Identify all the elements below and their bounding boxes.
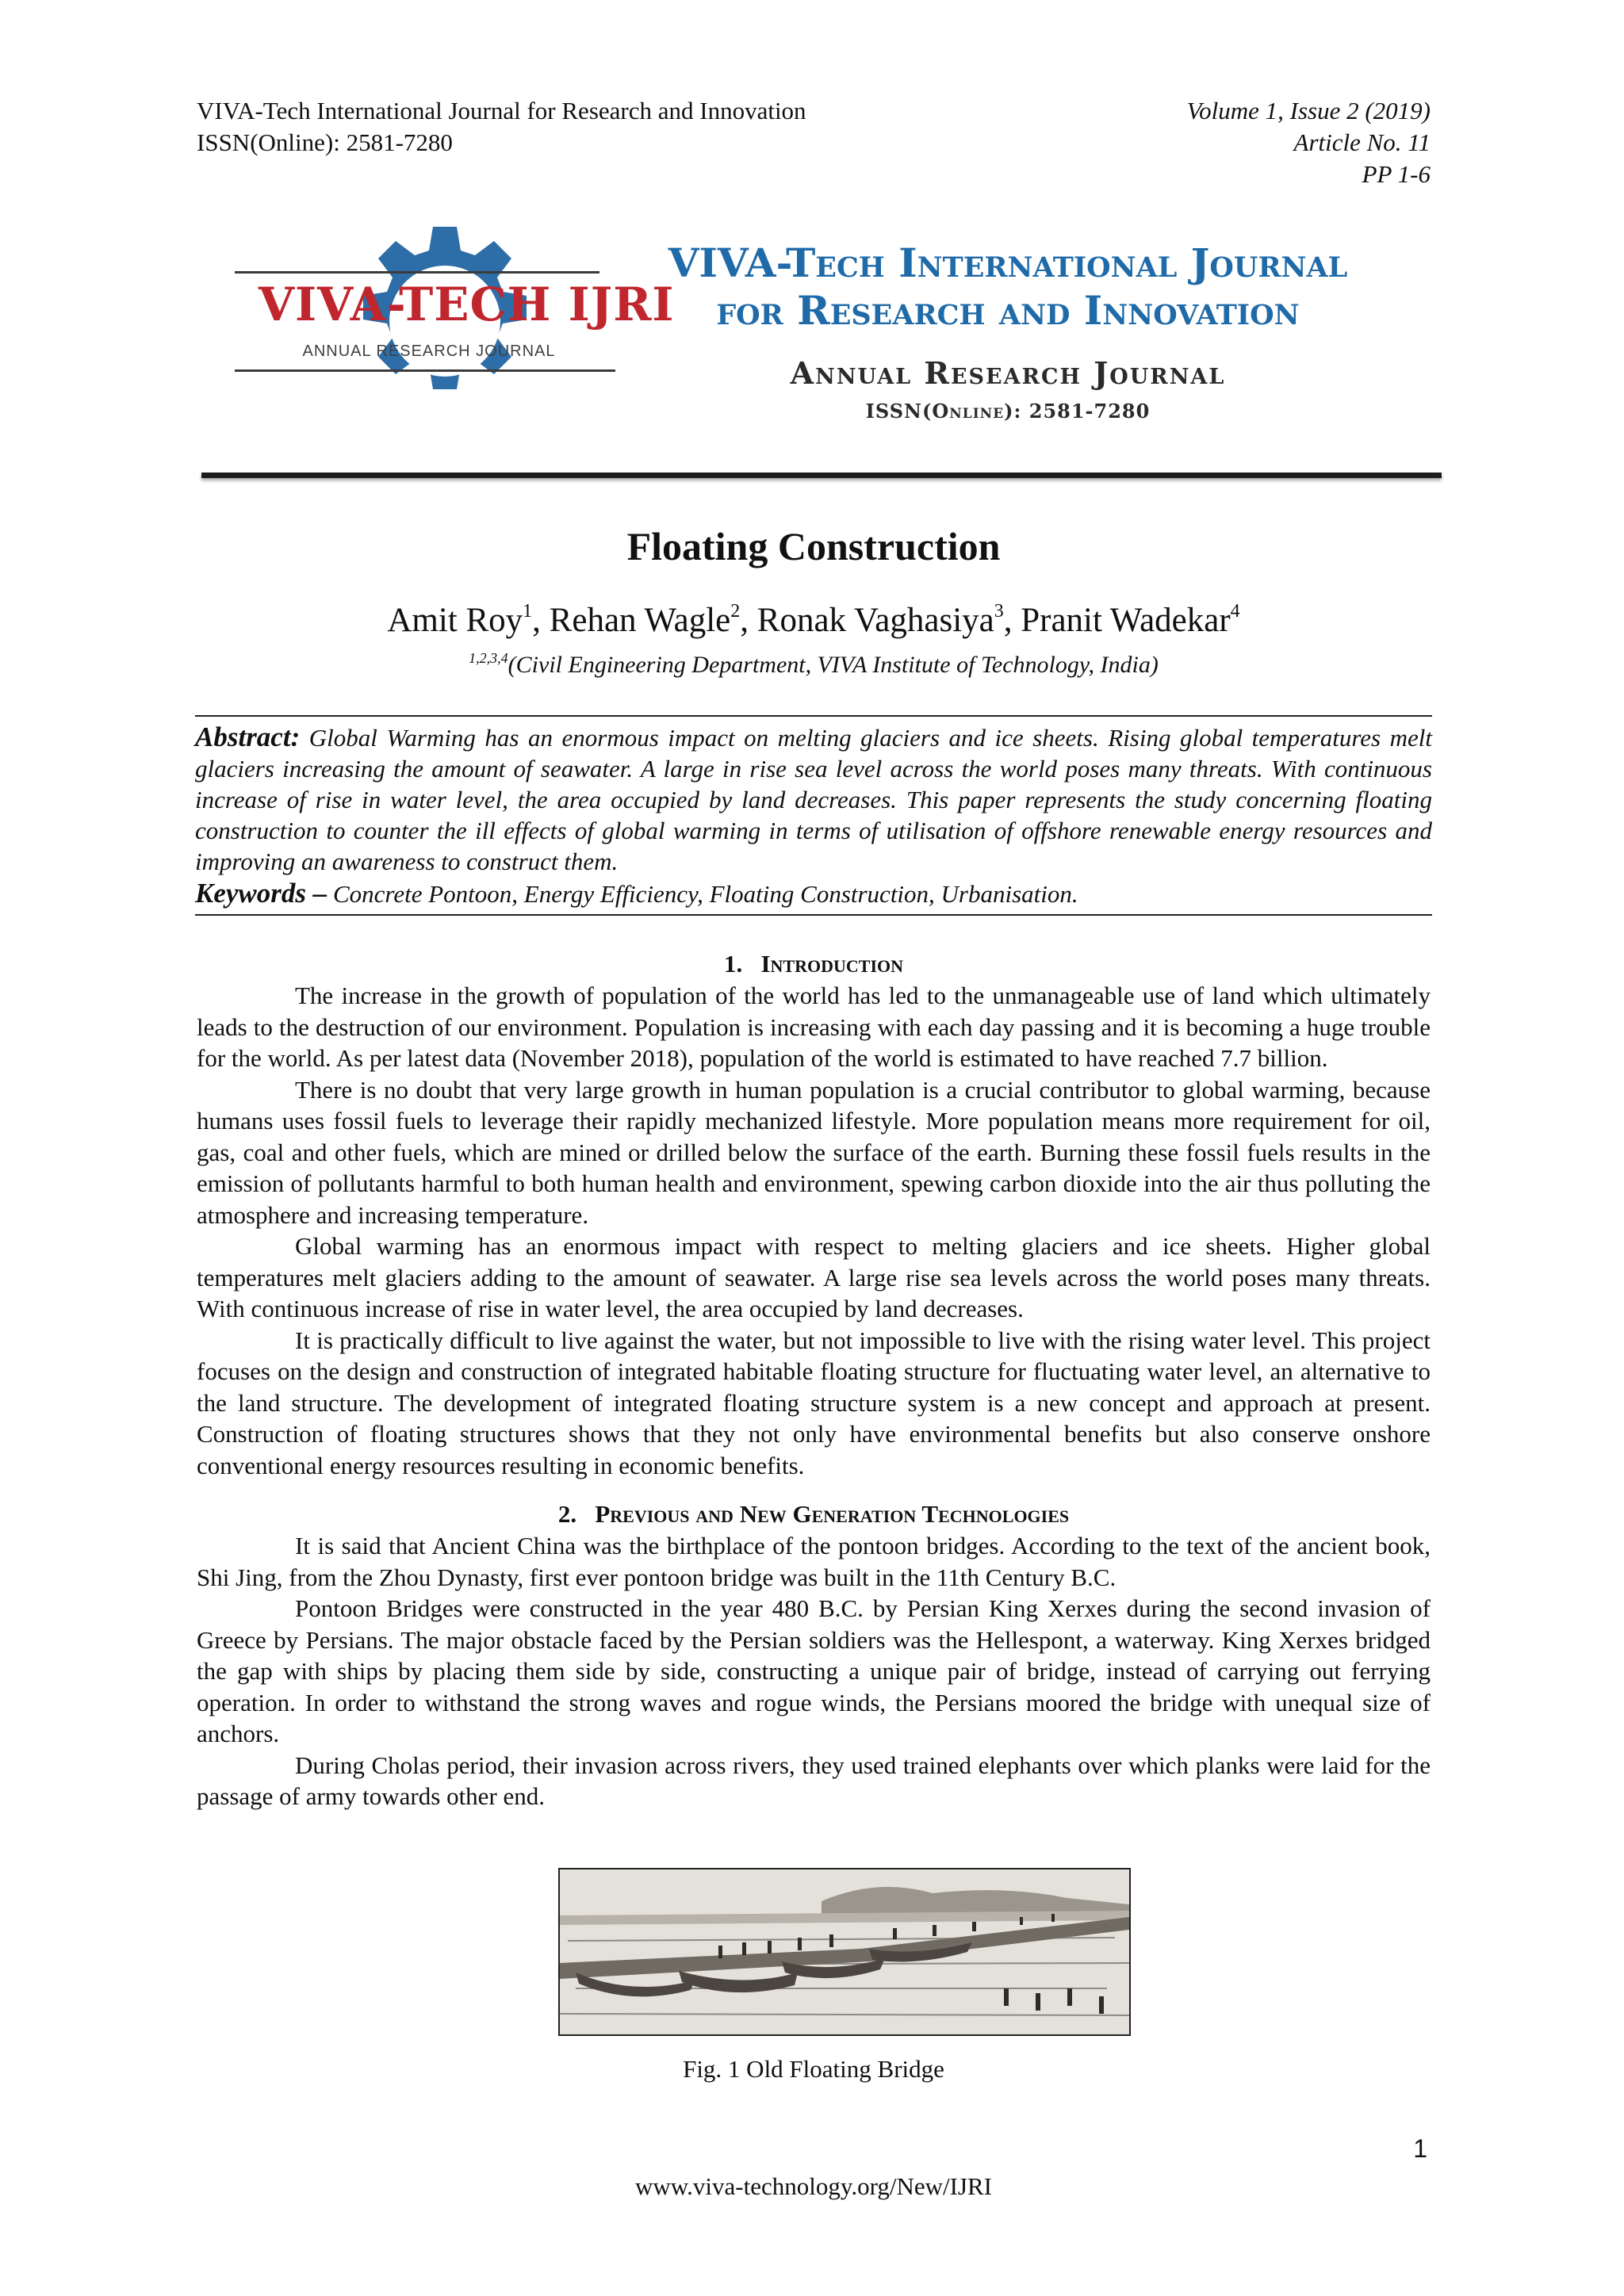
banner-title-line2: for Research and Innovation [716, 287, 1300, 334]
author-list: Amit Roy$^1$, Rehan Wagle$^2$, Ronak Vaghasiya$^3$, Pranit Wadekar$^4$ [387, 601, 1240, 639]
author-sup: 4 [1230, 601, 1240, 622]
banner-annual: Annual Research Journal [790, 355, 1226, 391]
author-name: Amit Roy [387, 602, 523, 639]
author-sup: 2 [730, 601, 741, 622]
journal-name: VIVA-Tech International Journal for Research and Innovation [197, 97, 806, 124]
paragraph: It is practically difficult to live against the water, but not impossible to live with the rising water level. This project focuses on the design and construction of integrated habitable floating structure for fluctuating water level, an alternative to the land structure. The development of integrated floating structure system is a new concept and approach at present. Construction of floating structures shows that they not only have environmental benefits but also conserve onshore conventional energy resources resulting in economic benefits. [197, 1326, 1431, 1479]
affiliation-sup: 1,2,3,4 [469, 650, 508, 666]
author-sup: 3 [994, 601, 1004, 622]
author-name: Ronak Vaghasiya [756, 602, 994, 639]
keywords-label: Keywords – [195, 878, 327, 909]
running-header-left [197, 95, 806, 159]
paragraph: During Cholas period, their invasion across rivers, they used trained elephants over which planks were laid for the passage of army towards other end. [197, 1751, 1431, 1810]
logo-bottom-rule [235, 369, 615, 372]
affiliation [197, 650, 1431, 679]
footer-url: www.viva-technology.org/New/IJRI [635, 2172, 992, 2200]
paragraph: Pontoon Bridges were constructed in the year 480 B.C. by Persian King Xerxes during the second invasion of Greece by Persians. The major obstacle faced by the Persian soldiers was the Hellespont, a waterway. King Xerxes bridged the gap with ships by placing them side by side, constructing a unique pair of bridge, instead of carrying out ferrying operation. In order to withstand the strong waves and rogue winds, the Persians moored the bridge with unequal size of anchors. [197, 1594, 1431, 1747]
figure-caption: Fig. 1 Old Floating Bridge [683, 2055, 944, 2083]
figure-old-floating-bridge [558, 1868, 1131, 2036]
banner-divider [201, 473, 1442, 478]
logo-top-rule [235, 271, 599, 274]
keywords-text: Concrete Pontoon, Energy Efficiency, Floating Construction, Urbanisation. [333, 880, 1078, 908]
banner-issn: ISSN(Online): 2581-7280 [865, 400, 1151, 423]
volume-issue: Volume 1, Issue 2 (2019) [1186, 97, 1431, 124]
journal-issn: ISSN(Online): 2581-7280 [197, 128, 453, 156]
journal-banner [235, 222, 1392, 436]
abstract-block [195, 715, 1432, 916]
section-number: 2. [557, 1500, 577, 1528]
section-number: 1. [723, 950, 743, 978]
section-title: Previous and New Generation Technologies [595, 1500, 1070, 1528]
author-name: Pranit Wadekar [1021, 602, 1231, 639]
section-title: Introduction [760, 950, 904, 978]
abstract-label: Abstract: [195, 721, 301, 752]
paragraph: It is said that Ancient China was the birthplace of the pontoon bridges. According to the text of the ancient book, Shi Jing, from the Zhou Dynasty, first ever pontoon bridge was built in the 11th Century B.C. [197, 1532, 1431, 1591]
section-heading [197, 948, 1431, 980]
page-number: 1 [1413, 2134, 1427, 2163]
section-heading [197, 1498, 1431, 1530]
keywords [195, 877, 1432, 911]
abstract [195, 721, 1432, 877]
floating-bridge-illustration [560, 1869, 1129, 2034]
section-gap [197, 1481, 1431, 1498]
paragraph: There is no doubt that very large growth in human population is a crucial contributor to global warming, because humans uses fossil fuels to leverage their rapidly mechanized lifestyle. More population means more requirement for oil, gas, coal and other fuels, which are mined or drilled below the surface of the earth. Burning these fossil fuels results in the emission of pollutants harmful to both human health and environment, spewing carbon dioxide into the air thus polluting the atmosphere and increasing temperature. [197, 1075, 1431, 1229]
logo-text: VIVA-TECH IJRI [259, 277, 675, 331]
paper-title: Floating Construction [626, 524, 1001, 568]
paragraph: Global warming has an enormous impact with respect to melting glaciers and ice sheets. Higher global temperatures melt glaciers adding to the amount of seawater. A large rise sea levels across the world poses many threats. With continuous increase of rise in water level, the area occupied by land decreases. [197, 1232, 1431, 1322]
article-number: Article No. 11 [1293, 128, 1431, 156]
paper-body [197, 948, 1431, 1812]
logo-subtitle: ANNUAL RESEARCH JOURNAL [302, 342, 556, 360]
page-range: PP 1-6 [1362, 160, 1431, 188]
author-sup: 1 [523, 601, 533, 622]
paragraph: The increase in the growth of population of the world has led to the unmanageable use of land which ultimately leads to the destruction of our environment. Population is increasing with each day passing and it is becoming a huge trouble for the world. As per latest data (November 2018), population of the world is estimated to have reached 7.7 billion. [197, 982, 1431, 1072]
running-header-right [1187, 95, 1431, 190]
affiliation-text: (Civil Engineering Department, VIVA Institute of Technology, India) [508, 652, 1159, 678]
author-name: Rehan Wagle [549, 602, 731, 639]
banner-title-line1: VIVA-Tech International Journal [668, 239, 1348, 286]
abstract-text: Global Warming has an enormous impact on melting glaciers and ice sheets. Rising global temperatures melt glaciers increasing the amount of seawater. A large in rise sea level across the world poses many threats. With continuous increase of rise in water level, the area occupied by land decreases. This paper represents the study concerning floating construction to counter the ill effects of global warming in terms of utilisation of offshore renewable energy resources and improving an awareness to construct them. [195, 724, 1432, 875]
